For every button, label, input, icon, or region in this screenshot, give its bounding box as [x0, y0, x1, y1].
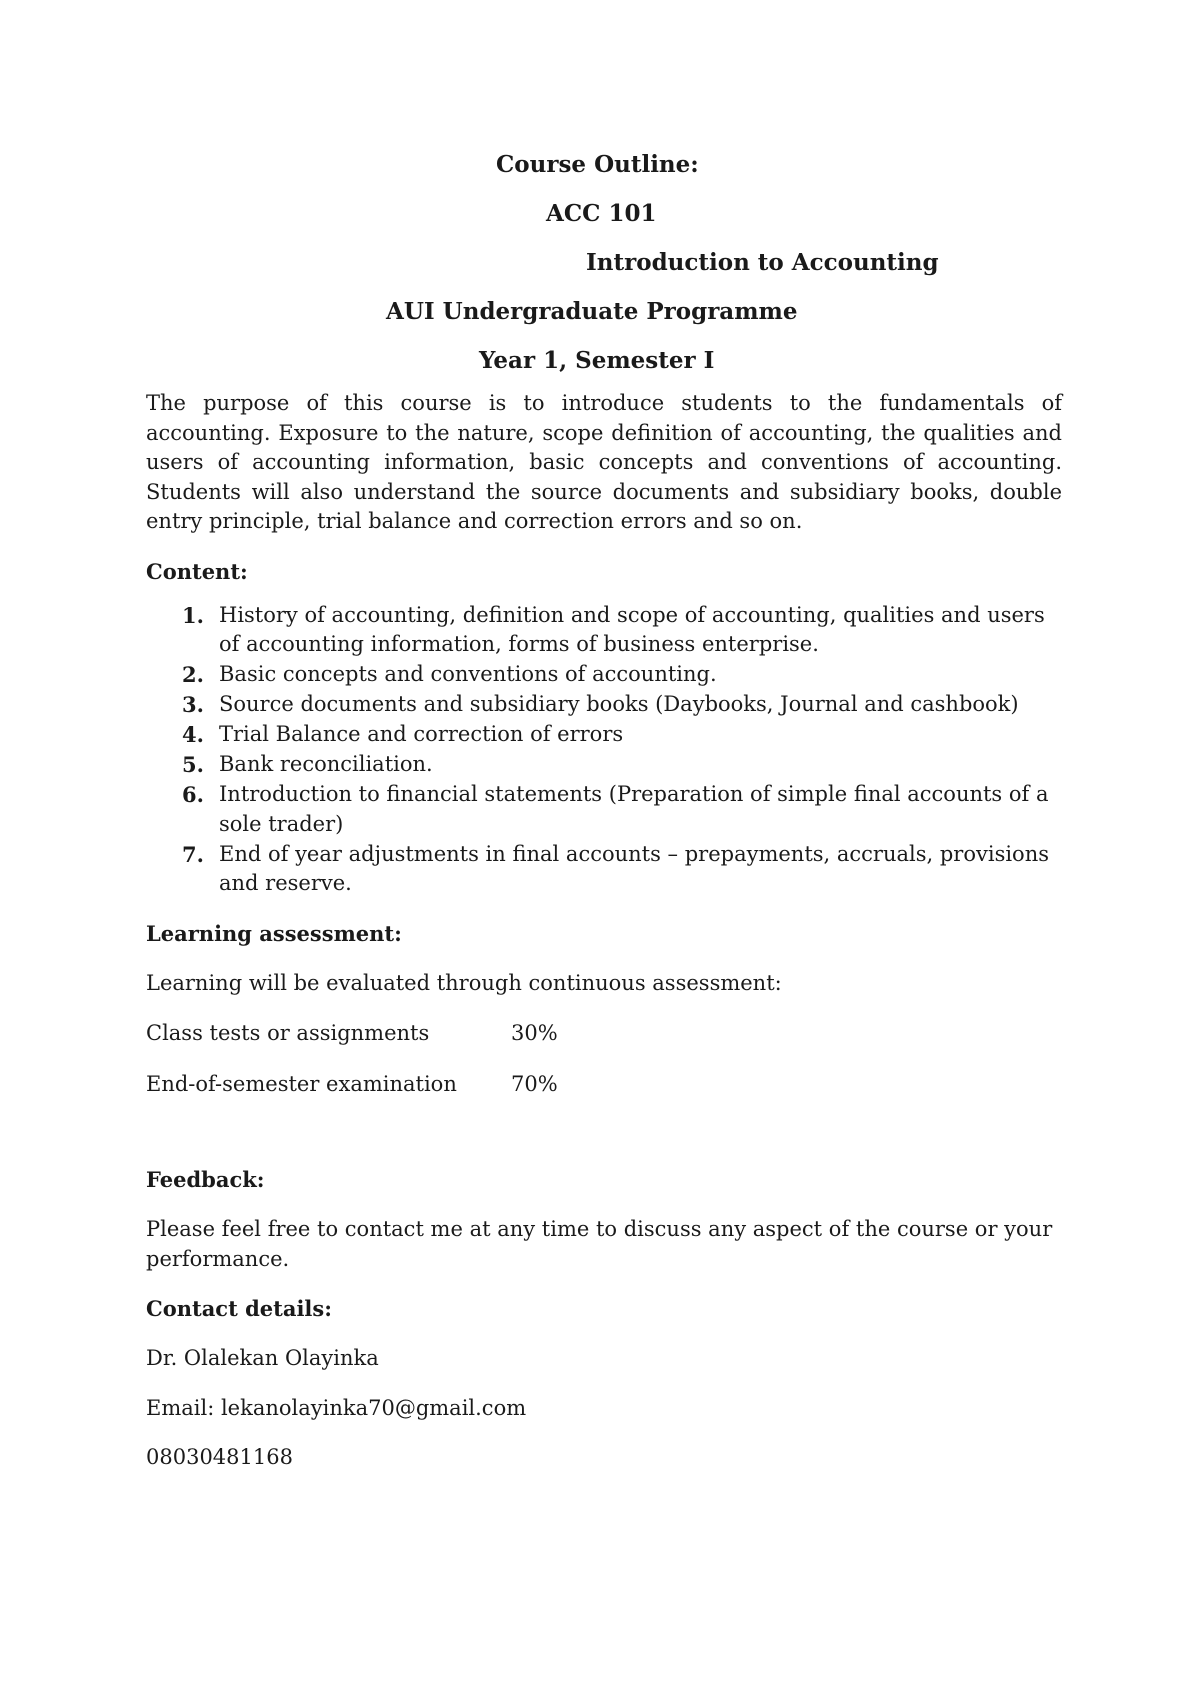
contact-phone: 08030481168 [146, 1445, 293, 1469]
list-item: 2. Basic concepts and conventions of accounting. [182, 662, 717, 687]
assessment-row [146, 1070, 1062, 1100]
list-item: 1. History of accounting, definition and scope of accounting, qualities and users of accounting information, forms of business enterprise. [182, 602, 1045, 656]
contact-heading: Contact details: [146, 1296, 332, 1321]
feedback-heading: Feedback: [146, 1167, 265, 1192]
document-page [146, 140, 1062, 1473]
list-item: 5. Bank reconciliation. [182, 752, 433, 777]
list-item: 3. Source documents and subsidiary books (Daybooks, Journal and cashbook) [182, 692, 1019, 717]
assessment-weight: 70% [511, 1071, 558, 1096]
assessment-row [146, 1019, 1062, 1049]
assessment-label: Class tests or assignments [146, 1021, 430, 1045]
contact-email-line: Email: lekanolayinka70@gmail.com [146, 1395, 527, 1420]
contact-name: Dr. Olalekan Olayinka [146, 1346, 379, 1370]
content-heading: Content: [146, 558, 248, 584]
course-outline-heading: Course Outline: [496, 151, 699, 178]
learning-assessment-heading: Learning assessment: [146, 920, 402, 946]
course-title: Introduction to Accounting [586, 249, 939, 276]
course-code: ACC 101 [546, 200, 657, 227]
year-semester: Year 1, Semester I [479, 347, 715, 374]
assessment-intro: Learning will be evaluated through continuous assessment: [146, 970, 782, 995]
assessment-weight: 30% [511, 1021, 558, 1045]
content-list [146, 601, 1062, 899]
assessment-label: End-of-semester examination [146, 1071, 457, 1096]
programme-name: AUI Undergraduate Programme [386, 298, 798, 325]
feedback-text: Please feel free to contact me at any time to discuss any aspect of the course or your performance. [146, 1217, 1053, 1271]
contact-email: lekanolayinka70@gmail.com [220, 1395, 527, 1420]
list-item: 6. Introduction to financial statements (Preparation of simple final accounts of a sole trader) [182, 782, 1049, 836]
course-purpose-paragraph: The purpose of this course is to introduce students to the fundamentals of accounting. Exposure to the nature, scope definition of accounting, the qualities and users of accounting information, basic concepts and conventions of accounting. Students will also understand the source documents and subsidiary books, double entry principle, trial balance and correction errors and so on. [146, 391, 1062, 533]
list-item: 4. Trial Balance and correction of errors [182, 722, 624, 747]
list-item: 7. End of year adjustments in final accounts – prepayments, accruals, provisions and reserve. [182, 841, 1050, 895]
